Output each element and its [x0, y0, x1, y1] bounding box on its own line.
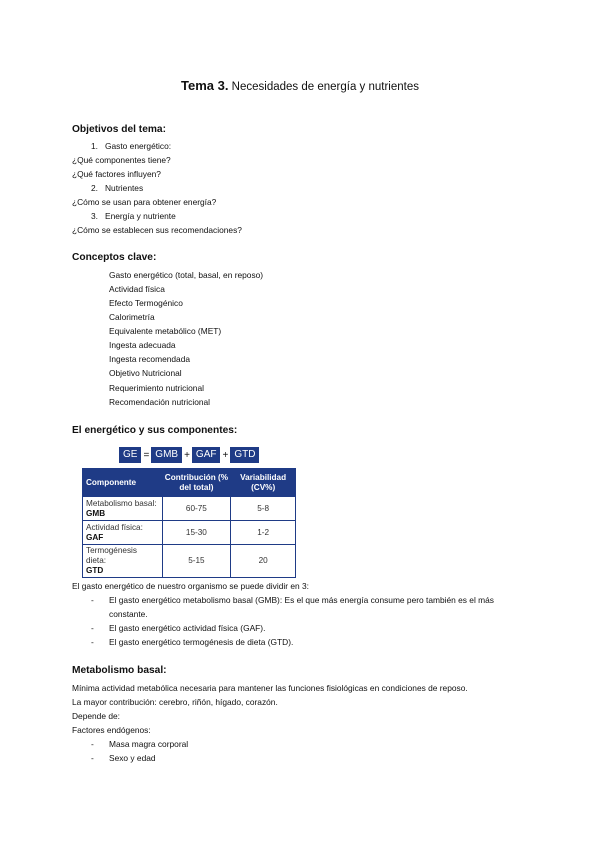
paragraph: El gasto energético de nuestro organismo se puede dividir en 3: — [72, 581, 309, 591]
list-item: ¿Cómo se establecen sus recomendaciones? — [72, 225, 242, 235]
list-item: 2. Nutrientes — [91, 183, 144, 193]
list-item: 1. Gasto energético: — [91, 141, 172, 151]
equation-plus: + — [222, 449, 229, 461]
list-item: Masa magra corporal — [109, 739, 189, 749]
list-item: Ingesta adecuada — [109, 340, 176, 350]
energy-components-table — [82, 468, 296, 578]
paragraph: Depende de: — [72, 711, 120, 721]
list-item: Efecto Termogénico — [109, 298, 183, 308]
objetivos-heading: Objetivos del tema: — [72, 124, 166, 135]
table-cell: Metabolismo basal: GMB — [83, 497, 163, 521]
paragraph: Mínima actividad metabólica necesaria para mantener las funciones fisiológicas en condiciones de reposo. — [72, 683, 468, 693]
energy-equation — [119, 447, 259, 463]
table-cell: 60-75 — [162, 497, 231, 521]
bullet-dash: - — [91, 595, 94, 605]
paragraph: La mayor contribución: cerebro, riñón, hígado, corazón. — [72, 697, 278, 707]
componentes-heading: El energético y sus componentes: — [72, 425, 238, 436]
page-title: Tema 3. Necesidades de energía y nutrientes — [181, 78, 419, 93]
equation-gaf: GAF — [192, 447, 221, 463]
equation-gmb: GMB — [151, 447, 182, 463]
list-item: Objetivo Nutricional — [109, 368, 182, 378]
list-item: Actividad física — [109, 284, 165, 294]
list-item: El gasto energético termogénesis de dieta (GTD). — [109, 637, 294, 647]
list-item: Gasto energético (total, basal, en reposo) — [109, 270, 264, 280]
list-item: 3. Energía y nutriente — [91, 211, 176, 221]
table-row — [83, 521, 296, 545]
paragraph: Factores endógenos: — [72, 725, 151, 735]
list-item: Ingesta recomendada — [109, 354, 191, 364]
list-item: Equivalente metabólico (MET) — [109, 326, 222, 336]
equation-plus: + — [184, 449, 190, 461]
table-row — [83, 497, 296, 521]
list-item: Recomendación nutricional — [109, 397, 211, 407]
table-cell: 15-30 — [162, 521, 231, 545]
list-item: ¿Qué factores influyen? — [72, 169, 161, 179]
table-cell: Termogénesis dieta: GTD — [83, 545, 163, 578]
list-item: constante. — [109, 609, 148, 619]
bullet-dash: - — [91, 637, 94, 647]
list-item: El gasto energético metabolismo basal (GMB): Es el que más energía consume pero también es el más — [109, 595, 494, 605]
metabolismo-heading: Metabolismo basal: — [72, 665, 167, 676]
list-item: El gasto energético actividad física (GAF). — [109, 623, 266, 633]
table-cell: 5-15 — [162, 545, 231, 578]
equation-ge: GE — [119, 447, 141, 463]
list-item: Calorimetría — [109, 312, 155, 322]
list-item: Sexo y edad — [109, 753, 156, 763]
list-item: Requerimiento nutricional — [109, 383, 204, 393]
equation-equals: = — [143, 449, 150, 461]
table-header: Contribución (% del total) — [162, 469, 231, 497]
table-row — [83, 545, 296, 578]
bullet-dash: - — [91, 753, 94, 763]
list-item: ¿Qué componentes tiene? — [72, 155, 171, 165]
table-cell: Actividad física: GAF — [83, 521, 163, 545]
conceptos-heading: Conceptos clave: — [72, 252, 157, 263]
table-cell: 1-2 — [231, 521, 296, 545]
table-header: Componente — [83, 469, 163, 497]
equation-gtd: GTD — [230, 447, 259, 463]
table-header: Variabilidad (CV%) — [231, 469, 296, 497]
list-item: ¿Cómo se usan para obtener energía? — [72, 197, 217, 207]
table-cell: 5-8 — [231, 497, 296, 521]
bullet-dash: - — [91, 739, 94, 749]
bullet-dash: - — [91, 623, 94, 633]
table-cell: 20 — [231, 545, 296, 578]
